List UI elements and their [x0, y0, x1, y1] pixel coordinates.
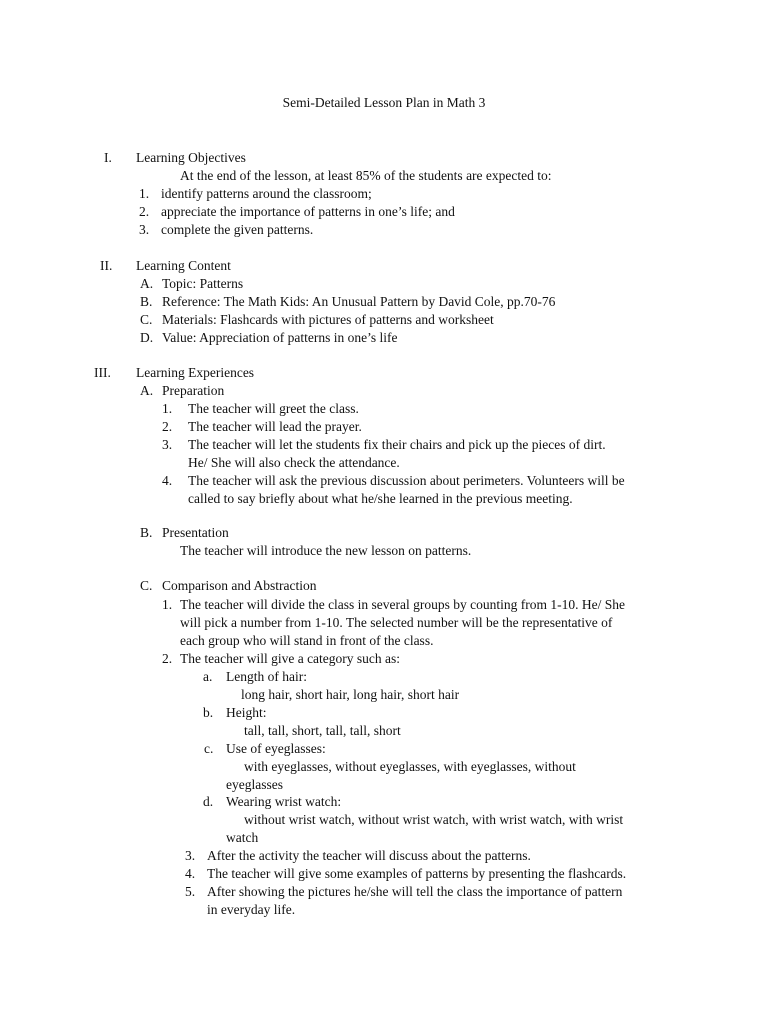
content-b-marker: B. — [140, 294, 153, 309]
comp-5-line-2: in everyday life. — [207, 902, 296, 917]
prep-1-marker: 1. — [162, 401, 173, 416]
objective-2-text: appreciate the importance of patterns in one’s life; and — [161, 204, 455, 219]
comp-5-marker: 5. — [185, 884, 196, 899]
content-c-marker: C. — [140, 312, 153, 327]
prep-3-line-1: The teacher will let the students fix their chairs and pick up the pieces of dirt. — [188, 437, 606, 452]
content-d-marker: D. — [140, 330, 154, 345]
comp-1-line-3: each group who will stand in front of the class. — [180, 633, 434, 648]
section-1-heading: Learning Objectives — [136, 150, 246, 165]
part-a-heading: Preparation — [162, 383, 225, 398]
objective-3-marker: 3. — [139, 222, 150, 237]
category-d-marker: d. — [203, 794, 214, 809]
prep-4-line-2: called to say briefly about what he/she learned in the previous meeting. — [188, 491, 573, 506]
comp-2-line-1: The teacher will give a category such as: — [180, 651, 401, 666]
section-3-numeral: III. — [94, 365, 111, 380]
comp-1-line-1: The teacher will divide the class in several groups by counting from 1-10. He/ She — [180, 597, 626, 612]
objective-1-marker: 1. — [139, 186, 150, 201]
objective-1-text: identify patterns around the classroom; — [161, 186, 372, 201]
category-c-marker: c. — [204, 741, 214, 756]
part-c-heading: Comparison and Abstraction — [162, 578, 317, 593]
content-d-text: Value: Appreciation of patterns in one’s life — [162, 330, 398, 345]
content-a-marker: A. — [140, 276, 154, 291]
category-c-line-2: eyeglasses — [226, 777, 283, 792]
section-1-numeral: I. — [104, 150, 112, 165]
category-c-label: Use of eyeglasses: — [226, 741, 326, 756]
content-c-text: Materials: Flashcards with pictures of patterns and worksheet — [162, 312, 494, 327]
category-b-line-1: tall, tall, short, tall, tall, short — [244, 723, 401, 738]
prep-2-line-1: The teacher will lead the prayer. — [188, 419, 362, 434]
section-2-numeral: II. — [100, 258, 113, 273]
section-3-heading: Learning Experiences — [136, 365, 255, 380]
category-b-marker: b. — [203, 705, 214, 720]
prep-2-marker: 2. — [162, 419, 173, 434]
section-1-intro: At the end of the lesson, at least 85% of the students are expected to: — [180, 168, 552, 183]
comp-3-line-1: After the activity the teacher will discuss about the patterns. — [207, 848, 531, 863]
category-a-line-1: long hair, short hair, long hair, short hair — [241, 687, 460, 702]
comp-4-marker: 4. — [185, 866, 196, 881]
part-c-marker: C. — [140, 578, 153, 593]
objective-3-text: complete the given patterns. — [161, 222, 314, 237]
content-b-text: Reference: The Math Kids: An Unusual Pattern by David Cole, pp.70-76 — [162, 294, 556, 309]
part-b-marker: B. — [140, 525, 153, 540]
comp-1-line-2: will pick a number from 1-10. The selected number will be the representative of — [180, 615, 613, 630]
section-2-heading: Learning Content — [136, 258, 231, 273]
page-title: Semi-Detailed Lesson Plan in Math 3 — [282, 95, 486, 110]
prep-4-marker: 4. — [162, 473, 173, 488]
objective-2-marker: 2. — [139, 204, 150, 219]
comp-2-marker: 2. — [162, 651, 173, 666]
part-b-heading: Presentation — [162, 525, 229, 540]
comp-1-marker: 1. — [162, 597, 173, 612]
category-a-label: Length of hair: — [226, 669, 307, 684]
comp-5-line-1: After showing the pictures he/she will tell the class the importance of pattern — [207, 884, 623, 899]
prep-3-line-2: He/ She will also check the attendance. — [188, 455, 400, 470]
comp-3-marker: 3. — [185, 848, 196, 863]
content-a-text: Topic: Patterns — [162, 276, 244, 291]
part-a-marker: A. — [140, 383, 154, 398]
category-b-label: Height: — [226, 705, 267, 720]
category-d-line-2: watch — [226, 830, 259, 845]
category-d-label: Wearing wrist watch: — [226, 794, 342, 809]
category-a-marker: a. — [203, 669, 213, 684]
comp-4-line-1: The teacher will give some examples of patterns by presenting the flashcards. — [207, 866, 627, 881]
prep-1-line-1: The teacher will greet the class. — [188, 401, 359, 416]
prep-4-line-1: The teacher will ask the previous discussion about perimeters. Volunteers will be — [188, 473, 625, 488]
category-d-line-1: without wrist watch, without wrist watch, with wrist watch, with wrist — [244, 812, 624, 827]
prep-3-marker: 3. — [162, 437, 173, 452]
part-b-text: The teacher will introduce the new lesson on patterns. — [180, 543, 472, 558]
category-c-line-1: with eyeglasses, without eyeglasses, with eyeglasses, without — [244, 759, 576, 774]
